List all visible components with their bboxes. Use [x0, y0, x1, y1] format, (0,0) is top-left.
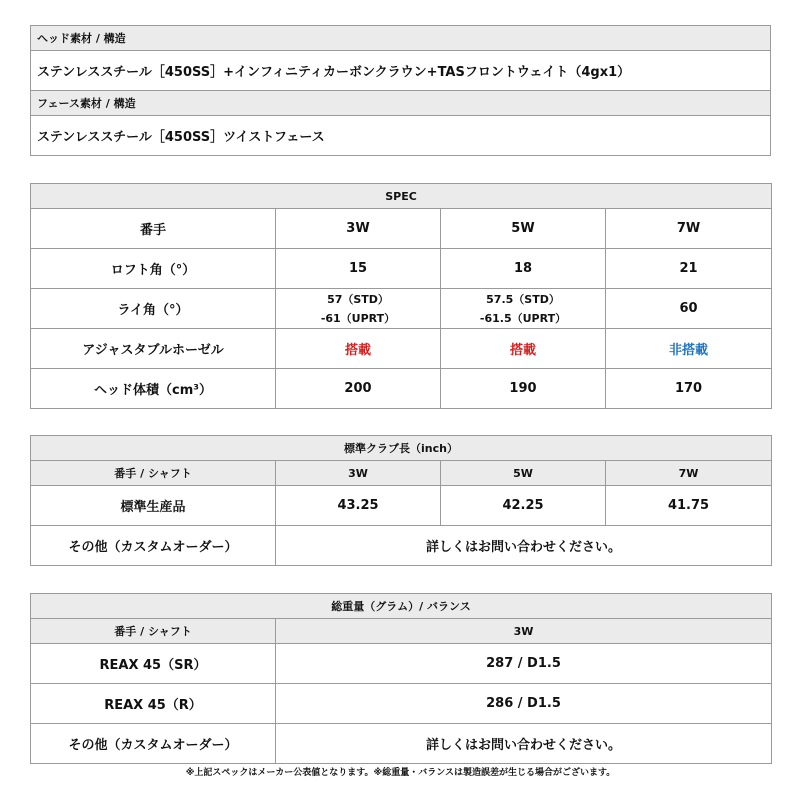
spec-cell: 3W	[276, 209, 441, 249]
weight-title: 総重量（グラム）/ バランス	[31, 594, 772, 619]
lie-angle-uprt: -61.5（UPRT）	[479, 311, 567, 325]
spec-cell: 60	[606, 289, 772, 329]
face-material-label: フェース素材 / 構造	[31, 91, 771, 116]
length-cell: 43.25	[276, 486, 441, 526]
hosel-equipped: 搭載	[276, 329, 441, 369]
weight-cell: 286 / D1.5	[276, 684, 772, 724]
weight-cell: 詳しくはお問い合わせください。	[276, 724, 772, 764]
hosel-not-equipped: 非搭載	[606, 329, 772, 369]
head-material-label: ヘッド素材 / 構造	[31, 26, 771, 51]
weight-header-label: 番手 / シャフト	[31, 619, 276, 644]
length-header-cell: 5W	[441, 461, 606, 486]
length-row-label: その他（カスタムオーダー）	[31, 526, 276, 566]
length-row-label: 標準生産品	[31, 486, 276, 526]
spec-cell: 190	[441, 369, 606, 409]
spec-cell: 21	[606, 249, 772, 289]
lie-angle-std: 57.5（STD）	[486, 292, 560, 306]
weight-header-cell: 3W	[276, 619, 772, 644]
spec-cell: 15	[276, 249, 441, 289]
spec-row-label: ヘッド体積（cm³）	[31, 369, 276, 409]
spec-cell: 7W	[606, 209, 772, 249]
length-title: 標準クラブ長（inch）	[31, 436, 772, 461]
weight-row-label: その他（カスタムオーダー）	[31, 724, 276, 764]
materials-table	[30, 25, 771, 156]
head-material-value: ステンレススチール［450SS］+インフィニティカーボンクラウン+TASフロントウェイト（4gx1）	[31, 51, 771, 91]
spec-cell: 200	[276, 369, 441, 409]
spec-row-label: ライ角（°）	[31, 289, 276, 329]
length-header-label: 番手 / シャフト	[31, 461, 276, 486]
spec-row-label: 番手	[31, 209, 276, 249]
lie-angle-cell	[276, 289, 441, 329]
length-cell: 41.75	[606, 486, 772, 526]
spec-row-label: アジャスタブルホーゼル	[31, 329, 276, 369]
hosel-equipped: 搭載	[441, 329, 606, 369]
weight-row-label: REAX 45（R）	[31, 684, 276, 724]
spec-cell: 170	[606, 369, 772, 409]
spec-table	[30, 183, 772, 409]
length-table	[30, 435, 772, 566]
face-material-value: ステンレススチール［450SS］ツイストフェース	[31, 116, 771, 156]
length-header-cell: 7W	[606, 461, 772, 486]
spec-cell: 18	[441, 249, 606, 289]
length-header-cell: 3W	[276, 461, 441, 486]
weight-row-label: REAX 45（SR）	[31, 644, 276, 684]
length-custom-value: 詳しくはお問い合わせください。	[276, 526, 772, 566]
lie-angle-uprt: -61（UPRT）	[320, 311, 396, 325]
lie-angle-cell	[441, 289, 606, 329]
weight-cell: 287 / D1.5	[276, 644, 772, 684]
lie-angle-std: 57（STD）	[327, 292, 389, 306]
footnote: ※上記スペックはメーカー公表値となります。※総重量・バランスは製造誤差が生じる場合がございます。	[185, 768, 616, 778]
spec-cell: 5W	[441, 209, 606, 249]
length-cell: 42.25	[441, 486, 606, 526]
weight-table	[30, 593, 772, 764]
spec-title: SPEC	[31, 184, 772, 209]
spec-row-label: ロフト角（°）	[31, 249, 276, 289]
